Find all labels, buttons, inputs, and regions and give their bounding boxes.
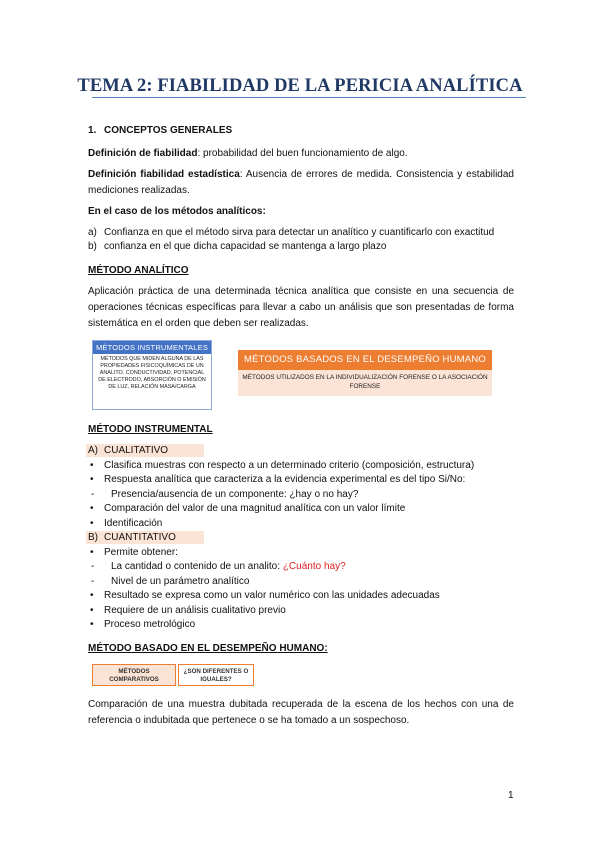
- bullet: •: [90, 605, 94, 616]
- bullet: •: [90, 503, 94, 514]
- list-item: [111, 560, 346, 573]
- list-item: Proceso metrológico: [104, 619, 196, 630]
- bullet: •: [90, 474, 94, 485]
- metodo-instrumental-heading: MÉTODO INSTRUMENTAL: [88, 424, 213, 435]
- bullet: •: [90, 590, 94, 601]
- list-item: Requiere de un análisis cualitativo previo: [104, 605, 286, 616]
- dash: -: [91, 576, 95, 587]
- definition-fiabilidad: [88, 147, 408, 160]
- list-marker: b): [88, 241, 97, 252]
- list-item: Nivel de un parámetro analítico: [111, 576, 250, 587]
- definition-text: : probabilidad del buen funcionamiento de algo.: [197, 148, 408, 159]
- metodo-analitico-paragraph: Aplicación práctica de una determinada técnica analítica que consiste en una secuencia de operaciones técnicas específicas para llevar a cabo un análisis que son presentadas de forma sistemática en el orden que deben ser realizadas.: [88, 286, 514, 329]
- list-item: confianza en el que dicha capacidad se mantenga a largo plazo: [104, 241, 387, 252]
- list-marker: B): [88, 532, 98, 543]
- metodo-analitico-heading: MÉTODO ANALÍTICO: [88, 265, 189, 276]
- page-title: TEMA 2: FIABILIDAD DE LA PERICIA ANALÍTICA: [77, 76, 523, 96]
- definition-label: Definición fiabilidad estadística: [88, 169, 240, 180]
- dash: -: [91, 561, 95, 572]
- list-item: Respuesta analítica que caracteriza a la evidencia experimental es del tipo Si/No:: [104, 474, 466, 485]
- bullet: •: [90, 547, 94, 558]
- instrumental-methods-body: MÉTODOS QUE MIDEN ALGUNA DE LAS PROPIEDADES FISICOQUÍMICAS DE UN ANALITO. CONDUCTIVIDAD, POTENCIAL DE ELECTRODO, ABSORCIÓN O EMISIÓN DE LUZ, RELACIÓN MASA/CARGA: [98, 356, 206, 390]
- list-item-text: La cantidad o contenido de un analito:: [111, 561, 283, 572]
- bullet: •: [90, 619, 94, 630]
- section-heading: CONCEPTOS GENERALES: [104, 125, 233, 136]
- title-underline: [92, 97, 526, 98]
- list-item: Presencia/ausencia de un componente: ¿hay o no hay?: [111, 489, 359, 500]
- list-item: Resultado se expresa como un valor numérico con las unidades adecuadas: [104, 590, 440, 601]
- list-marker: A): [88, 445, 98, 456]
- definition-text: : Ausencia de errores de medida. Consistencia y estabilidad mediciones realizadas.: [88, 169, 514, 196]
- human-methods-title: MÉTODOS BASADOS EN EL DESEMPEÑO HUMANO: [238, 350, 492, 370]
- cuantitativo-label: CUANTITATIVO: [104, 532, 176, 543]
- comparative-methods-box: MÉTODOS COMPARATIVOS: [92, 664, 176, 686]
- analytic-methods-heading: En el caso de los métodos analíticos:: [88, 206, 266, 217]
- list-item: Comparación del valor de una magnitud analítica con un valor límite: [104, 503, 406, 514]
- cualitativo-label: CUALITATIVO: [104, 445, 169, 456]
- question-box: ¿SON DIFERENTES O IGUALES?: [178, 664, 254, 686]
- list-item: Clasifica muestras con respecto a un determinado criterio (composición, estructura): [104, 460, 475, 471]
- instrumental-methods-title: MÉTODOS INSTRUMENTALES: [93, 341, 211, 354]
- human-methods-body: MÉTODOS UTILIZADOS EN LA INDIVIDUALIZACIÓN FORENSE O LA ASOCIACIÓN FORENSE: [238, 370, 492, 396]
- bullet: •: [90, 460, 94, 471]
- list-item: Identificación: [104, 518, 163, 529]
- list-marker: a): [88, 227, 97, 238]
- bullet: •: [90, 518, 94, 529]
- page-number: 1: [508, 790, 514, 801]
- instrumental-methods-box: [92, 340, 212, 410]
- highlighted-question: ¿Cuánto hay?: [282, 561, 346, 572]
- metodo-humano-paragraph: Comparación de una muestra dubitada recuperada de la escena de los hechos con una de referencia o indubitada que pertenece o se ha tomado a un sospechoso.: [88, 699, 514, 726]
- list-item: Confianza en que el método sirva para detectar un analítico y cuantificarlo con exactitud: [104, 227, 495, 238]
- definition-estadistica: [88, 167, 514, 199]
- definition-label: Definición de fiabilidad: [88, 148, 198, 159]
- section-number: 1.: [88, 125, 97, 136]
- metodo-humano-heading: MÉTODO BASADO EN EL DESEMPEÑO HUMANO:: [88, 643, 328, 654]
- list-item: Permite obtener:: [104, 547, 178, 558]
- dash: -: [91, 489, 95, 500]
